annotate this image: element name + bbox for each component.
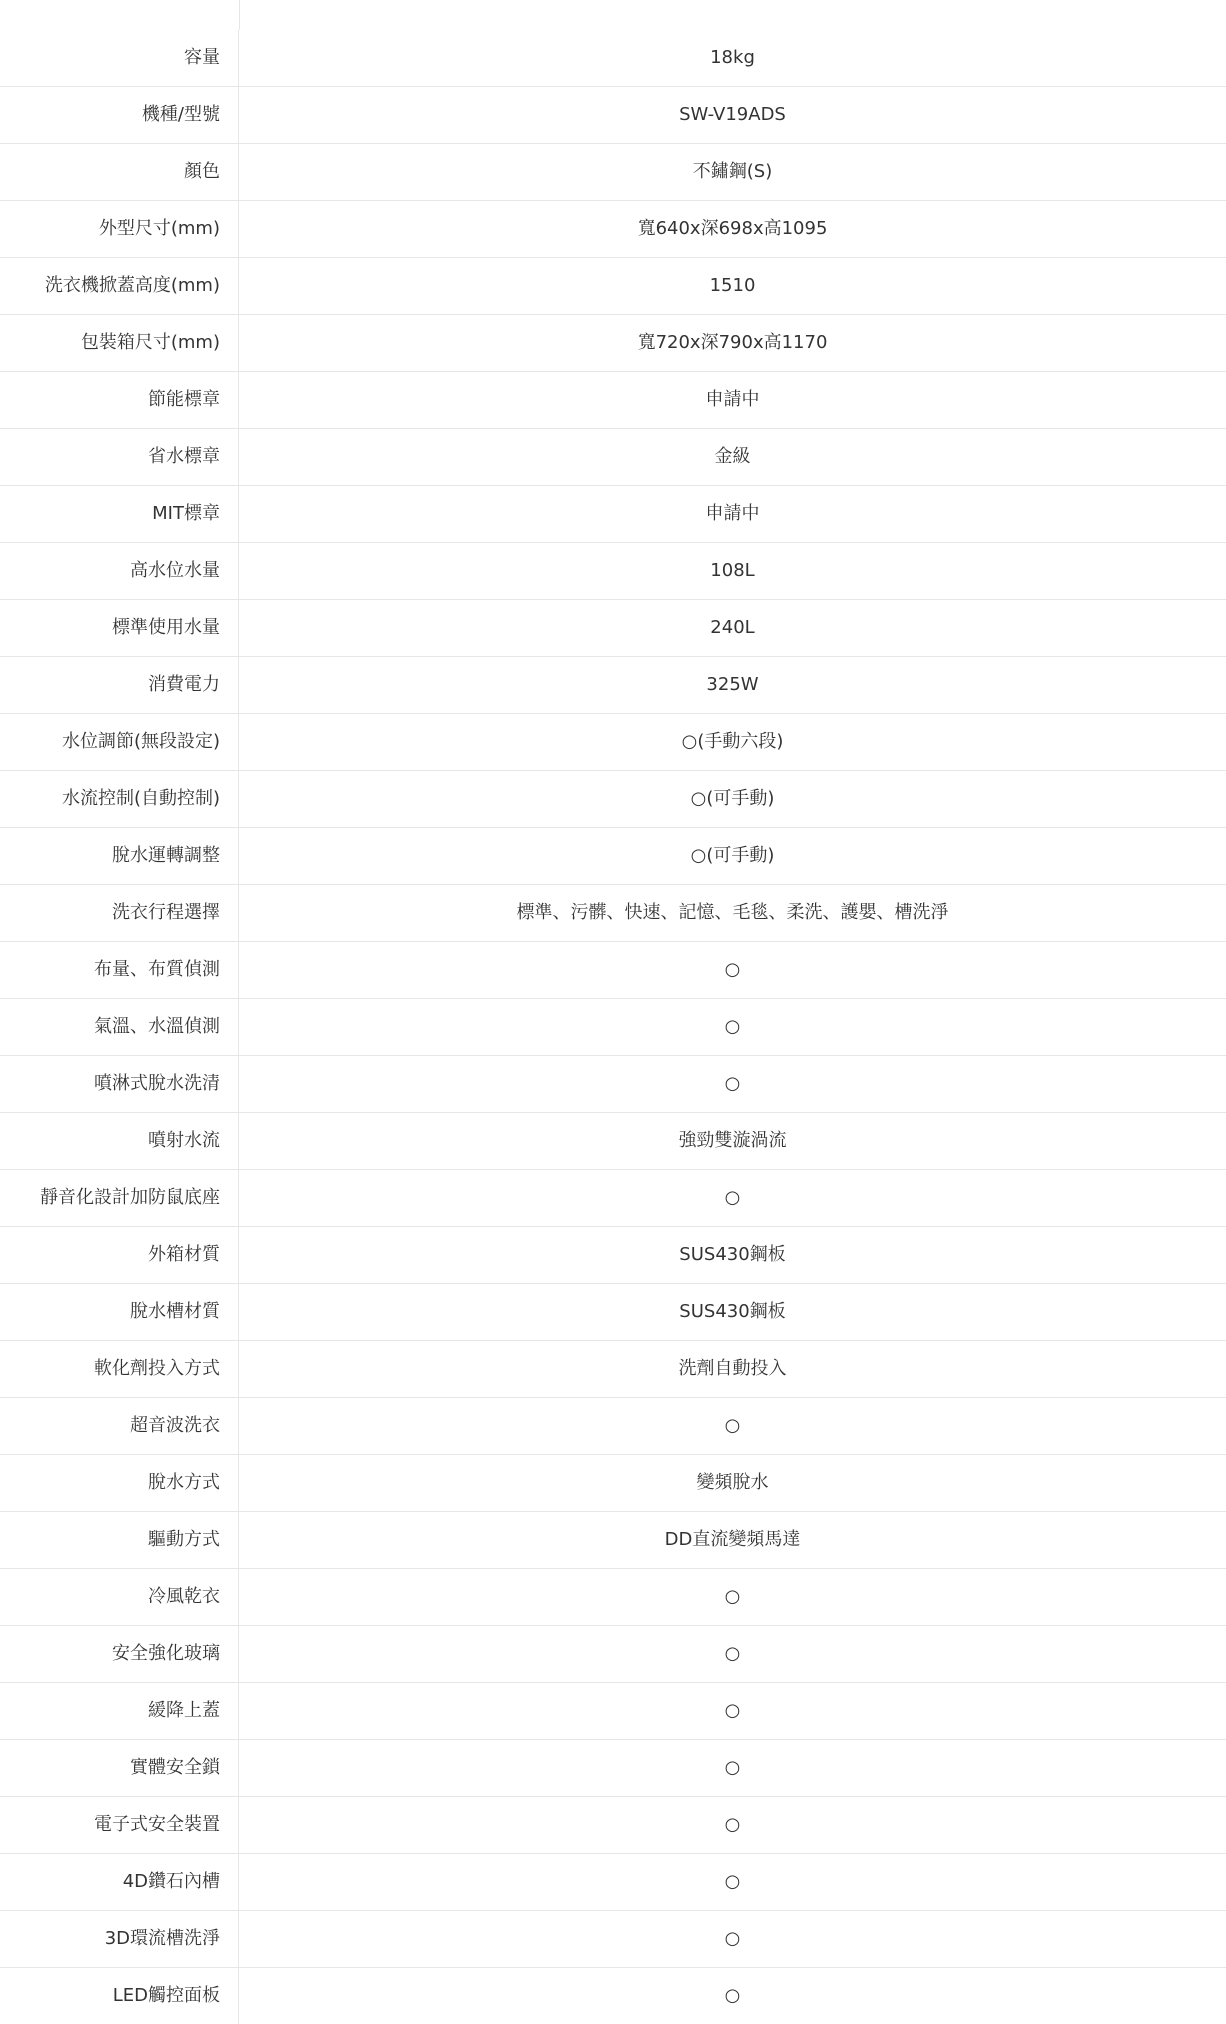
spec-row xyxy=(0,1398,1226,1455)
spec-value: DD直流變頻馬達 xyxy=(664,1529,801,1550)
spec-label: 洗衣行程選擇 xyxy=(0,885,239,941)
spec-row xyxy=(0,657,1226,714)
spec-label: LED觸控面板 xyxy=(0,1968,239,2024)
spec-row xyxy=(0,486,1226,543)
spec-value: 寬640x深698x高1095 xyxy=(637,218,828,239)
spec-label: 靜音化設計加防鼠底座 xyxy=(0,1170,239,1226)
spec-label: 洗衣機掀蓋高度(mm) xyxy=(0,258,239,314)
spec-row xyxy=(0,1854,1226,1911)
spec-value: 不鏽鋼(S) xyxy=(692,161,773,182)
spec-row xyxy=(0,1170,1226,1227)
spec-row xyxy=(0,1911,1226,1968)
spec-value: 強勁雙漩渦流 xyxy=(678,1130,787,1151)
spec-value: ○ xyxy=(724,959,741,980)
spec-label: 氣溫、水溫偵測 xyxy=(0,999,239,1055)
spec-label: 超音波洗衣 xyxy=(0,1398,239,1454)
spec-value: 變頻脫水 xyxy=(696,1472,769,1493)
spec-row xyxy=(0,600,1226,657)
spec-row xyxy=(0,1626,1226,1683)
spec-label: 電子式安全裝置 xyxy=(0,1797,239,1853)
spec-row xyxy=(0,828,1226,885)
spec-label: 節能標章 xyxy=(0,372,239,428)
spec-row xyxy=(0,372,1226,429)
spec-value: ○ xyxy=(724,1415,741,1436)
spec-row xyxy=(0,1740,1226,1797)
spec-value: 325W xyxy=(706,674,759,695)
spec-label: 脫水運轉調整 xyxy=(0,828,239,884)
spec-label: 容量 xyxy=(0,30,239,86)
spec-value: ○(可手動) xyxy=(690,788,775,809)
spec-label: 脫水槽材質 xyxy=(0,1284,239,1340)
spec-row xyxy=(0,885,1226,942)
spec-row xyxy=(0,144,1226,201)
spec-label: 噴射水流 xyxy=(0,1113,239,1169)
spec-label: 標準使用水量 xyxy=(0,600,239,656)
spec-value: ○ xyxy=(724,1814,741,1835)
spec-value: ○ xyxy=(724,1985,741,2006)
spec-label: 噴淋式脫水洗清 xyxy=(0,1056,239,1112)
spec-value: SW-V19ADS xyxy=(679,104,786,125)
spec-label: 緩降上蓋 xyxy=(0,1683,239,1739)
spec-value: 洗劑自動投入 xyxy=(678,1358,787,1379)
spec-row xyxy=(0,1569,1226,1626)
spec-row xyxy=(0,1227,1226,1284)
spec-label: 安全強化玻璃 xyxy=(0,1626,239,1682)
spec-row xyxy=(0,1512,1226,1569)
spec-row xyxy=(0,543,1226,600)
spec-row xyxy=(0,258,1226,315)
spec-value: ○ xyxy=(724,1016,741,1037)
spec-label: 冷風乾衣 xyxy=(0,1569,239,1625)
spec-value: 18kg xyxy=(710,47,755,68)
spec-value: ○ xyxy=(724,1700,741,1721)
spec-row xyxy=(0,999,1226,1056)
spec-value: ○(可手動) xyxy=(690,845,775,866)
spec-label: 實體安全鎖 xyxy=(0,1740,239,1796)
spec-row xyxy=(0,714,1226,771)
spec-row xyxy=(0,429,1226,486)
spec-value: ○ xyxy=(724,1871,741,1892)
spec-value: 寬720x深790x高1170 xyxy=(637,332,828,353)
spec-row xyxy=(0,942,1226,999)
spec-value: ○ xyxy=(724,1586,741,1607)
spec-label: 3D環流槽洗淨 xyxy=(0,1911,239,1967)
spec-row xyxy=(0,1284,1226,1341)
spec-label: 包裝箱尺寸(mm) xyxy=(0,315,239,371)
spec-value: SUS430鋼板 xyxy=(679,1301,786,1322)
spec-row xyxy=(0,87,1226,144)
spec-value: ○ xyxy=(724,1643,741,1664)
spec-row xyxy=(0,1683,1226,1740)
spec-value: 標準、污髒、快速、記憶、毛毯、柔洗、護嬰、槽洗淨 xyxy=(516,902,949,923)
spec-row xyxy=(0,1455,1226,1512)
spec-row xyxy=(0,1968,1226,2024)
spec-label: 外型尺寸(mm) xyxy=(0,201,239,257)
spec-value: ○(手動六段) xyxy=(681,731,784,752)
spec-value: ○ xyxy=(724,1928,741,1949)
spec-label: 布量、布質偵測 xyxy=(0,942,239,998)
spec-value: ○ xyxy=(724,1757,741,1778)
spec-value: SUS430鋼板 xyxy=(679,1244,786,1265)
spec-value: ○ xyxy=(724,1187,741,1208)
spec-label: 省水標章 xyxy=(0,429,239,485)
spec-row xyxy=(0,30,1226,87)
spec-label: 外箱材質 xyxy=(0,1227,239,1283)
spec-label: 4D鑽石內槽 xyxy=(0,1854,239,1910)
spec-label: 顏色 xyxy=(0,144,239,200)
spec-label: 水流控制(自動控制) xyxy=(0,771,239,827)
spec-row xyxy=(0,1797,1226,1854)
spec-row xyxy=(0,315,1226,372)
spec-label: 軟化劑投入方式 xyxy=(0,1341,239,1397)
spec-value: 1510 xyxy=(709,275,756,296)
spec-rows xyxy=(0,30,1226,2024)
column-divider xyxy=(239,0,240,30)
spec-value: 申請中 xyxy=(705,503,760,524)
spec-label: 驅動方式 xyxy=(0,1512,239,1568)
spec-value: ○ xyxy=(724,1073,741,1094)
spec-label: 機種/型號 xyxy=(0,87,239,143)
spec-row xyxy=(0,771,1226,828)
spec-value: 金級 xyxy=(714,446,751,467)
spec-label: 高水位水量 xyxy=(0,543,239,599)
spec-label: MIT標章 xyxy=(0,486,239,542)
spec-value: 240L xyxy=(710,617,755,638)
spec-label: 脫水方式 xyxy=(0,1455,239,1511)
spec-row xyxy=(0,1341,1226,1398)
spec-row xyxy=(0,1113,1226,1170)
spec-row xyxy=(0,1056,1226,1113)
spec-value: 申請中 xyxy=(705,389,760,410)
spec-row xyxy=(0,201,1226,258)
spec-label: 消費電力 xyxy=(0,657,239,713)
spec-value: 108L xyxy=(710,560,755,581)
spec-label: 水位調節(無段設定) xyxy=(0,714,239,770)
